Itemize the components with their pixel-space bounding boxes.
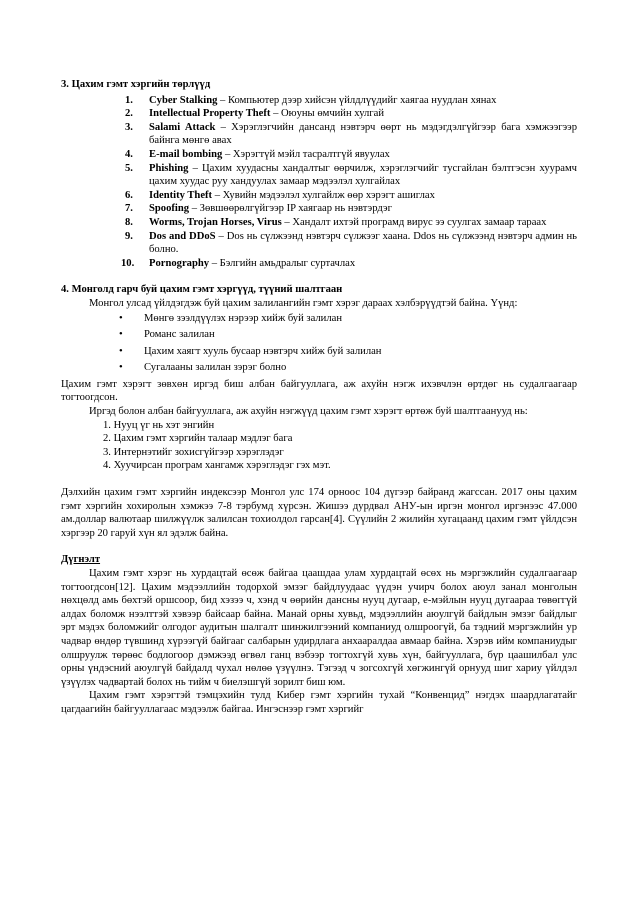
bullet-icon: • xyxy=(119,362,123,374)
item-number: 2. xyxy=(125,108,133,120)
crime-type-item xyxy=(125,230,578,257)
reason-item: 4. Хуучирсан програм хангамж хэрэглэдэг гэх мэт. xyxy=(103,460,331,472)
crime-type-item xyxy=(125,107,577,121)
bullet-item xyxy=(119,312,577,326)
item-number: 5. xyxy=(125,162,133,174)
item-desc: – Бэлгийн амьдралыг суртачлах xyxy=(209,257,356,269)
item-desc: – Dos нь сүлжээнд нэвтэрч сүлжээг хаана. Ddos нь сүлжээнд нэвтэрч админ нь болно. xyxy=(149,230,578,256)
item-term: Intellectual Property Theft xyxy=(149,108,271,120)
item-number: 1. xyxy=(125,94,133,106)
section4-intro: Монгол улсад үйлдэгдэж буй цахим залилангийн гэмт хэрэг дараах хэлбэрүүдтэй байна. Үүнд: xyxy=(89,297,518,309)
section4-statistics: Дэлхийн цахим гэмт хэргийн индексээр Монгол улс 174 орноос 104 дүгээр байранд жагссан. 2017 оны цахим гэмт хэргийн хохиролын хэмжээ 7-8 тэрбумд хүрсэн. Жишээ дурдвал АНУ-ын иргэн монгол иргэнээс 47.000 ам.доллар валютаар шилжүүлж залилсан тохиолдол гарсан[4]. Сүүлийн 2 жилийн хугацаанд цахим гэмт үйлдсэн хэргээр 20 гаруй хүн ял эдэлж байна. xyxy=(61,487,577,539)
bullet-text: Сугалааны залилан зэрэг болно xyxy=(144,362,287,374)
crime-type-item xyxy=(125,148,577,162)
bullet-item xyxy=(119,345,577,359)
item-desc: – Хандалт ихтэй програмд вирус ээ суулгах замаар тараах xyxy=(281,216,547,228)
section3-heading: 3. Цахим гэмт хэргийн төрлүүд xyxy=(61,79,211,90)
conclusion-heading: Дүгнэлт xyxy=(61,554,101,566)
section4-paragraph: Иргэд болон албан байгууллага, аж ахуйн нэгжүүд цахим гэмт хэрэгт өртөж буй шалтгаанууд нь: xyxy=(89,406,528,418)
crime-type-item xyxy=(125,121,578,148)
bullet-item xyxy=(119,328,577,342)
item-term: Salami Attack xyxy=(149,121,216,133)
item-number: 7. xyxy=(125,203,133,215)
crime-type-item xyxy=(125,202,577,216)
item-term: Cyber Stalking xyxy=(149,94,218,106)
section4-heading: 4. Монголд гарч буй цахим гэмт хэргүүд, түүний шалтгаан xyxy=(61,284,343,296)
conclusion-paragraph: Цахим гэмт хэрэг нь хурдацтай өсөж байгаа цаашдаа улам хурдацтай өсөх нь мэргэжлийн судалгаагаар тогтоогдсон[12]. Цахим мэдээллийн тодорхой эмзэг байдлуудаас үүдэн учирч болох аюул занал монголын нөхцөлд амь бөхтэй оршсоор, бид хэзээ ч, хэнд ч өөрийн дансны нууц дугаар, е-мэйлын нууц дугаараа төвөггүй алдах боломж нээлттэй хэвээр байсаар байна. Манай орны хувьд, мэдээллийн аюулгүй байдлын эмзэг байдлыг эрт мэдэх боломжийг олгодог аудитын шалгалт шинжилгээний компаниуд олшроогүй, ба тэдний мэргэжлийн ур чадвар өндөр түвшинд хүрээгүй байгааг салбарын удирдлага анхааралдаа авмаар байна. Хэрэв ийм компаниудыг олшруулж төрөөс бодлогоор дэмжээд өгвөл ганц вэбээр тогтохгүй хувь хүн, байгууллага, бүр цаашилбал улс орны үндэсний аюулгүй байдалд чухал нөлөө үзүүлнэ. Тэгээд ч зогсохгүй хөгжингүй орнууд шиг хариу үйлдэл үзүүлэх чадвартай болох нь тийм ч биелэшгүй зорилт биш юм. xyxy=(61,568,577,688)
item-desc: – Компьютер дээр хийсэн үйлдлүүдийг хаягаа нуудлан хянах xyxy=(217,94,497,106)
item-number: 10. xyxy=(121,257,135,269)
bullet-text: Цахим хаягт хууль бусаар нэвтэрч хийж буй залилан xyxy=(144,345,382,357)
item-desc: – Хэрэглэгчийн дансанд нэвтэрч өөрт нь мэдэгдэлгүйгээр бага хэмжээгээр байнга мөнгө авах xyxy=(149,121,578,147)
crime-type-item xyxy=(125,216,577,230)
reason-item: 1. Нууц үг нь хэт энгийн xyxy=(103,419,215,431)
item-desc: – Зөвшөөрөлгүйгээр IP хаягаар нь нэвтэрдэг xyxy=(189,203,392,215)
item-desc: – Хэрэгтүй мэйл тасралтгүй явуулах xyxy=(222,148,390,160)
item-term: Worms, Trojan Horses, Virus xyxy=(149,216,282,228)
item-term: E-mail bombing xyxy=(149,148,223,160)
item-term: Identity Theft xyxy=(149,189,213,201)
bullet-text: Мөнгө зээлдүүлэх нэрээр хийж буй залилан xyxy=(144,312,343,324)
bullet-icon: • xyxy=(119,329,123,341)
item-number: 8. xyxy=(125,216,133,228)
item-number: 4. xyxy=(125,148,133,160)
reason-item: 3. Интернэтийг зохисгүйгээр хэрэглэдэг xyxy=(103,446,284,458)
fraud-forms-list xyxy=(61,312,577,375)
item-desc: – Оюуны өмчийн хулгай xyxy=(270,108,385,120)
crime-types-list xyxy=(61,94,577,271)
bullet-item xyxy=(119,361,577,375)
bullet-icon: • xyxy=(119,345,123,357)
section4-paragraph: Цахим гэмт хэрэгт зөвхөн иргэд биш албан байгууллага, аж ахуйн нэгж ихэвчлэн өртдөг нь судалгаагаар тогтоогдсон. xyxy=(61,378,577,404)
item-term: Spoofing xyxy=(149,203,190,215)
item-number: 3. xyxy=(125,121,133,133)
reasons-list xyxy=(61,419,577,473)
reason-item: 2. Цахим гэмт хэргийн талаар мэдлэг бага xyxy=(103,433,293,445)
bullet-icon: • xyxy=(119,312,123,324)
item-term: Pornography xyxy=(149,257,210,269)
document-body xyxy=(61,78,577,717)
conclusion-paragraph: Цахим гэмт хэрэгтэй тэмцэхийн тулд Кибер гэмт хэргийн тухай “Конвенцид” нэгдэх шаардлагатайг цагдаагийн байгууллагаас мэдээлж байгаа. Ингэснээр гэмт хэргийг xyxy=(61,690,577,715)
item-desc: – Цахим хуудасны хандалтыг өөрчилж, хэрэглэгчийг тусгайлан бэлтгэсэн хуурамч цахим хуудас руу хандуулах замаар мэдээлэл хулгайлах xyxy=(149,162,577,188)
crime-type-item xyxy=(125,162,577,189)
item-term: Phishing xyxy=(149,162,189,174)
crime-type-item xyxy=(121,257,577,271)
crime-type-item xyxy=(125,189,577,203)
item-number: 6. xyxy=(125,189,133,201)
item-desc: – Хувийн мэдээлэл хулгайлж өөр хэрэгт ашиглах xyxy=(212,189,435,201)
bullet-text: Романс залилан xyxy=(144,329,215,341)
item-number: 9. xyxy=(125,230,133,242)
item-term: Dos and DDoS xyxy=(149,230,216,242)
crime-type-item xyxy=(125,94,577,108)
